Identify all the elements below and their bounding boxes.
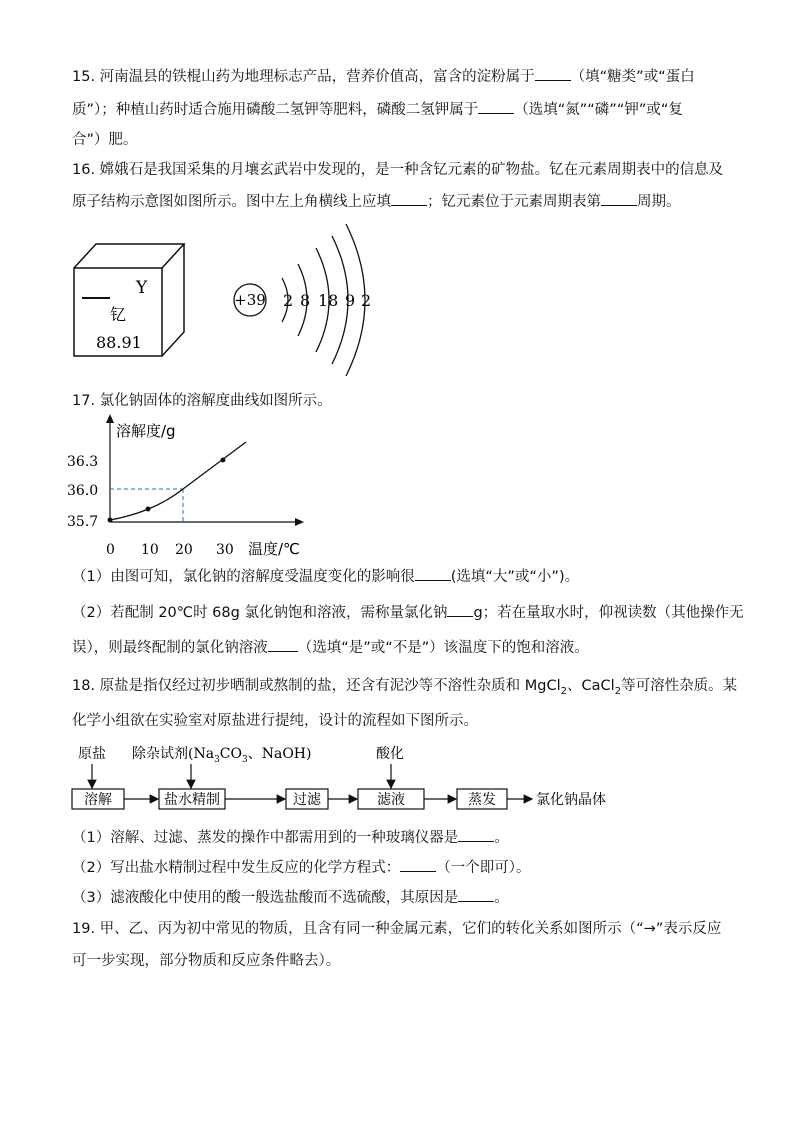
y-tick-label: 36.0 <box>67 483 99 499</box>
answer-blank[interactable] <box>415 566 451 581</box>
q15-text: 质”）；种植山药时适合施用磷酸二氢钾等肥料，磷酸二氢钾属于 <box>72 102 479 118</box>
q17-text: 误），则最终配制的氯化钠溶液 <box>72 640 268 656</box>
q18-text: 、CaCl <box>567 678 615 694</box>
q17-part-2 <box>72 602 744 623</box>
x-tick-label: 0 <box>106 542 115 558</box>
flow-input-reagent: 除杂试剂($Na_3CO_3$、NaOH) <box>132 746 312 765</box>
q17-text: g；若在量取水时，仰视读数（其他操作无 <box>473 605 744 621</box>
q19-text: 19. 甲、乙、丙为初中常见的物质，且含有同一种金属元素，它们的转化关系如图所示（“→”表示反应 <box>72 921 722 937</box>
answer-blank[interactable] <box>535 66 571 81</box>
q16-text: ；钇元素位于元素周期表第 <box>427 194 601 210</box>
y-tick-label: 36.3 <box>67 454 99 470</box>
element-symbol: Y <box>136 278 148 298</box>
solubility-chart <box>64 414 314 564</box>
flow-label-refine: 盐水精制 <box>164 792 220 808</box>
solubility-curve <box>110 442 246 520</box>
q17-part-2-cont <box>72 637 589 658</box>
q18-text: 。 <box>494 890 509 906</box>
answer-blank[interactable] <box>268 637 298 652</box>
atomic-structure-diagram <box>228 218 388 382</box>
flow-label-filtrate: 滤液 <box>377 792 405 808</box>
q17-text: （选填“是”或“不是”）该温度下的饱和溶液。 <box>297 640 589 656</box>
q15-text: 合”）肥。 <box>72 132 138 148</box>
q19-line-1 <box>72 919 721 939</box>
flow-label-filter: 过滤 <box>293 792 321 808</box>
flow-label-evaporate: 蒸发 <box>468 792 496 808</box>
answer-blank[interactable] <box>458 887 494 902</box>
x-tick-label: 10 <box>141 542 159 558</box>
q17-text: (选填“大”或“小”)。 <box>450 569 580 585</box>
q18-part-3 <box>72 887 509 908</box>
subscript: 2 <box>614 685 622 697</box>
q18-text: （1）溶解、过滤、蒸发的操作中都需用到的一种玻璃仪器是 <box>72 830 459 846</box>
x-tick-label: 30 <box>216 542 234 558</box>
q17-text: （1）由图可知，氯化钠的溶解度受温度变化的影响很 <box>72 569 415 585</box>
q15-text: （选填“氮”“磷”“钾”或“复 <box>514 102 683 118</box>
flow-label-dissolve: 溶解 <box>84 792 112 808</box>
atomic-mass: 88.91 <box>96 333 142 352</box>
shell-electrons-1: 2 <box>283 291 294 310</box>
answer-blank[interactable] <box>447 602 473 617</box>
q18-part-1 <box>72 827 509 848</box>
q17-text: （2）若配制 20℃时 68g 氯化钠饱和溶液，需称量氯化钠 <box>72 605 448 621</box>
subscript: 2 <box>560 685 568 697</box>
q16-text: 周期。 <box>637 194 681 210</box>
data-point <box>108 518 113 523</box>
element-cell-diagram <box>70 238 200 362</box>
shell-electrons-5: 2 <box>361 291 372 310</box>
q15-text: （填“糖类”或“蛋白 <box>570 69 695 85</box>
q18-text: 18. 原盐是指仅经过初步晒制或熬制的盐，还含有泥沙等不溶性杂质和 MgCl <box>72 678 561 694</box>
shell-electrons-3: 18 <box>318 291 339 310</box>
q15-line-2 <box>72 99 683 120</box>
y-axis-label: 溶解度/g <box>116 422 176 440</box>
q18-line-2 <box>72 711 478 731</box>
q15-line-3 <box>72 130 138 150</box>
answer-blank[interactable] <box>478 99 514 114</box>
answer-blank[interactable] <box>458 827 494 842</box>
q16-text: 原子结构示意图如图所示。图中左上角横线上应填 <box>72 194 391 210</box>
q16-line-1 <box>72 160 723 180</box>
y-tick-label: 35.7 <box>67 514 99 530</box>
flow-input-raw-salt: 原盐 <box>78 746 106 762</box>
x-tick-label: 20 <box>175 542 193 558</box>
q16-line-2 <box>72 191 681 212</box>
q18-text: 等可溶性杂质。某 <box>621 678 738 694</box>
q18-part-2 <box>72 857 530 878</box>
q18-text: 。 <box>494 830 509 846</box>
q19-text: 可一步实现，部分物质和反应条件略去）。 <box>72 953 341 969</box>
data-point <box>146 507 151 512</box>
q18-line-1 <box>72 676 737 702</box>
answer-blank[interactable] <box>391 191 427 206</box>
q18-text: （2）写出盐水精制过程中发生反应的化学方程式： <box>72 860 401 876</box>
y-axis-arrow <box>106 414 114 423</box>
q19-line-2 <box>72 951 340 971</box>
answer-blank[interactable] <box>601 191 637 206</box>
q17-text: 17. 氯化钠固体的溶解度曲线如图所示。 <box>72 393 332 409</box>
shell-electrons-4: 9 <box>345 291 356 310</box>
flow-product: 氯化钠晶体 <box>536 792 606 808</box>
q15-text: 15. 河南温县的铁棍山药为地理标志产品，营养价值高，富含的淀粉属于 <box>72 69 535 85</box>
q17-intro <box>72 391 332 411</box>
nucleus-charge: +39 <box>234 291 266 309</box>
element-name: 钇 <box>110 305 127 324</box>
q18-text: （3）滤液酸化中使用的酸一般选盐酸而不选硫酸，其原因是 <box>72 890 459 906</box>
data-point <box>221 458 226 463</box>
q16-text: 16. 嫦娥石是我国采集的月壤玄武岩中发现的，是一种含钇元素的矿物盐。钇在元素周期表中的信息及 <box>72 162 724 178</box>
answer-blank[interactable] <box>400 857 436 872</box>
q15-line-1 <box>72 66 695 87</box>
x-axis-arrow <box>295 518 304 526</box>
shell-electrons-2: 8 <box>300 291 311 310</box>
x-axis-label: 温度/℃ <box>248 540 300 558</box>
flow-input-acid: 酸化 <box>376 746 404 762</box>
purification-flow-diagram <box>64 740 654 816</box>
q18-text: （一个即可）。 <box>436 860 531 876</box>
q18-text: 化学小组欲在实验室对原盐进行提纯，设计的流程如下图所示。 <box>72 713 478 729</box>
q17-part-1 <box>72 566 579 587</box>
